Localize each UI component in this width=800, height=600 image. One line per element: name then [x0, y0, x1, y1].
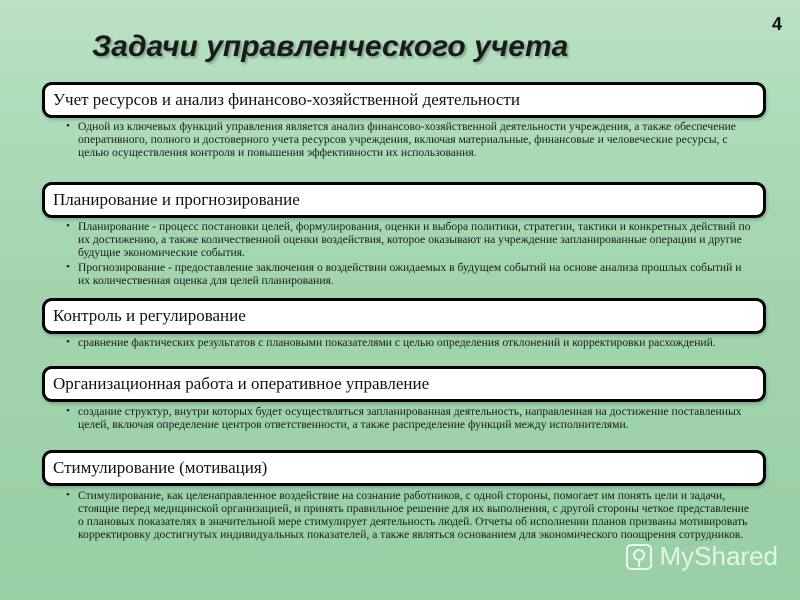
section-body-accounting — [56, 120, 756, 159]
section-heading-accounting — [42, 82, 766, 118]
bullet-text: • сравнение фактических результатов с плановыми показателями с целью определения отклонений и корректировки расхождений. — [56, 336, 756, 349]
section-heading-text: Стимулирование (мотивация) — [53, 458, 268, 477]
section-heading-text: Планирование и прогнозирование — [53, 190, 300, 209]
bullet-text: • Планирование - процесс постановки целей, формулирования, оценки и выбора политики, стратегии, тактики и конкретных действий по их достижению, а также количественной оценки воздействия, которое оказывают на учреждение запланированные операции и другие будущие экономические события. — [56, 220, 756, 259]
section-heading-control — [42, 298, 766, 334]
bullet-text: • Стимулирование, как целенаправленное воздействие на сознание работников, с одной стороны, помогает им понять цели и задачи, стоящие перед медицинской организацией, и принять правильное решение для их выполнения, с другой стороны четкое представление о плановых показателях в значительной мере стимулирует деятельность людей. Отчеты об исполнении планов призваны мотивировать корректировку достигнутых индивидуальных показателей, а также являться основанием для экономического поощрения сотрудников. — [56, 489, 756, 541]
section-heading-planning — [42, 182, 766, 218]
slide-title: Задачи управленческого учета — [92, 30, 569, 63]
section-heading-organization — [42, 366, 766, 402]
bullet-text: • Прогнозирование - предоставление заключения о воздействии ожидаемых в будущем событий на основе анализа прошлых событий и их количественная оценка для целей планирования. — [56, 261, 756, 287]
section-heading-text: Организационная работа и оперативное управление — [53, 374, 430, 393]
section-heading-text: Учет ресурсов и анализ финансово-хозяйственной деятельности — [53, 90, 520, 109]
watermark — [624, 541, 779, 572]
page-number: 4 — [771, 14, 782, 34]
section-body-control — [56, 336, 756, 349]
section-heading-text: Контроль и регулирование — [53, 306, 246, 325]
section-body-motivation — [56, 489, 756, 541]
watermark-text: MyShared — [659, 541, 778, 571]
bullet-text: • Одной из ключевых функций управления является анализ финансово-хозяйственной деятельности учреждения, а также обеспечение оперативного, полного и достоверного учета ресурсов учреждения, включая материальные, финансовые и человеческие ресурсы, с целью осуществления контроля и повышения эффективности их использования. — [56, 120, 756, 159]
bullet-text: • создание структур, внутри которых будет осуществляться запланированная деятельность, направленная на достижение поставленных целей, включая определение центров ответственности, а также распределение функций между исполнителями. — [56, 405, 756, 431]
section-body-organization — [56, 405, 756, 431]
myshared-logo-icon — [624, 542, 654, 572]
section-heading-motivation — [42, 450, 766, 486]
section-body-planning — [56, 220, 756, 287]
